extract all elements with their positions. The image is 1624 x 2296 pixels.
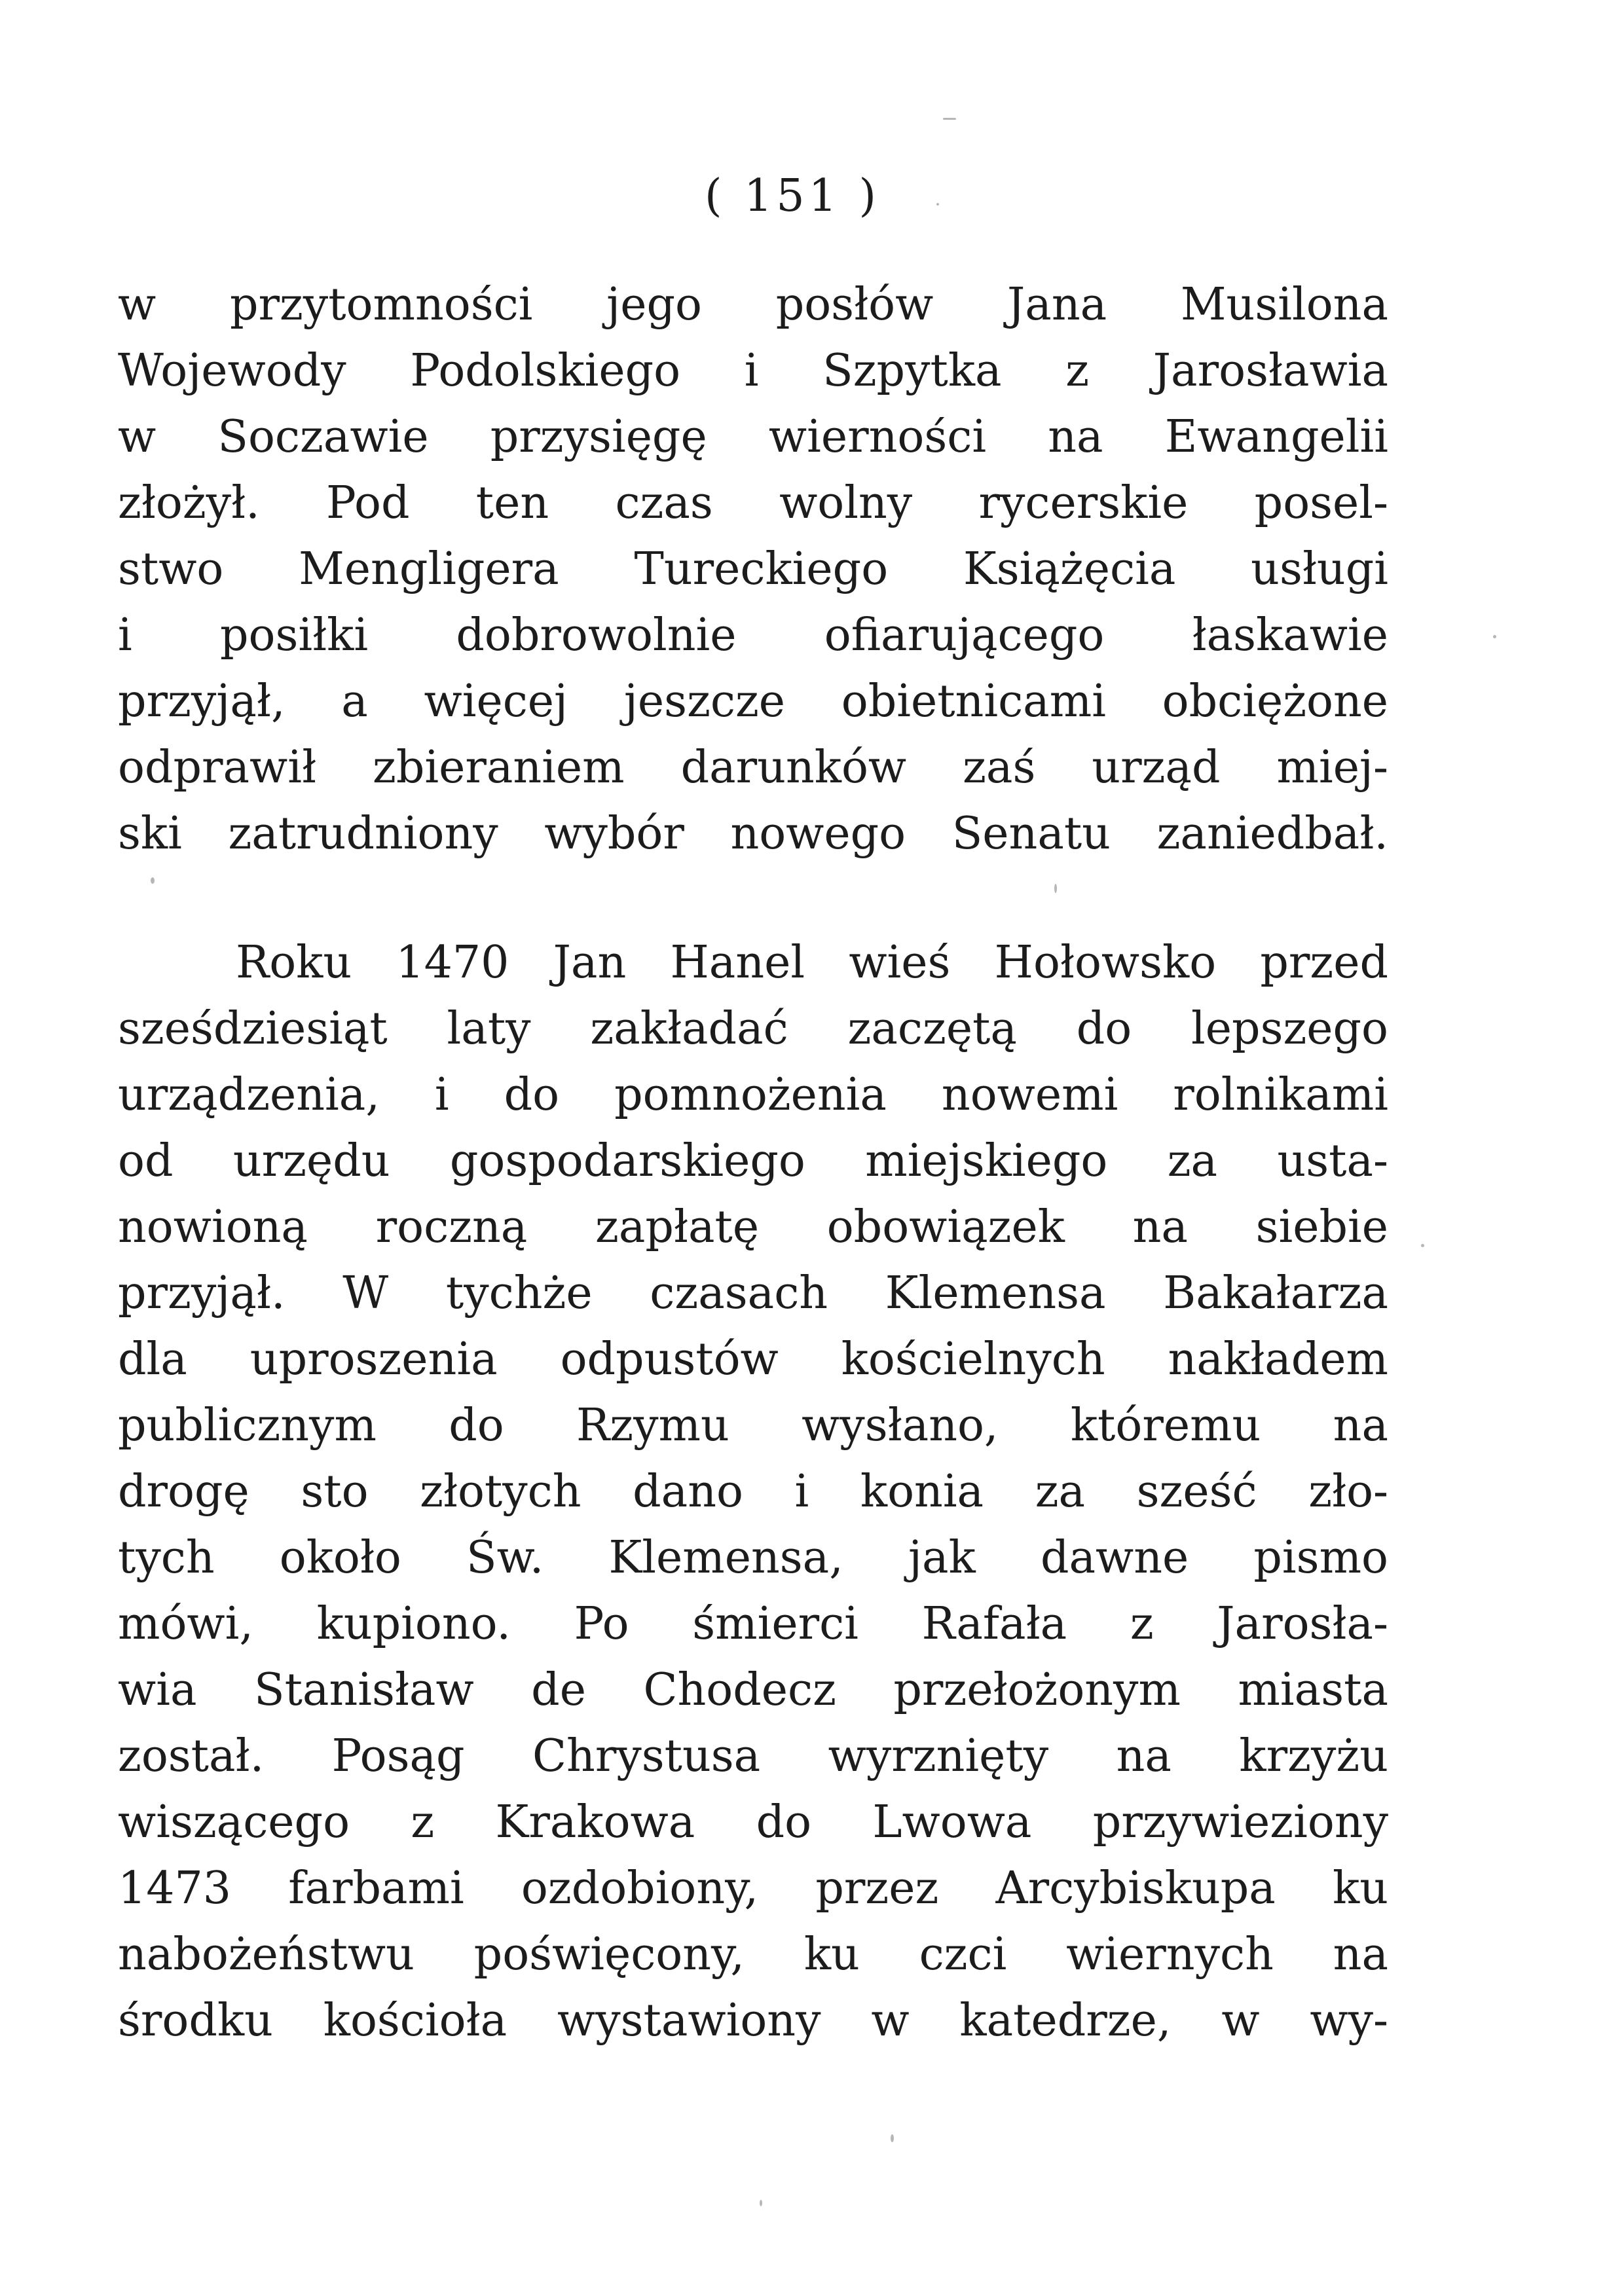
- text-line: wiszącego z Krakowa do Lwowa przywieziony: [118, 1796, 1388, 1848]
- paper-speck: [943, 118, 956, 120]
- text-line: Roku 1470 Jan Hanel wieś Hołowsko przed: [236, 937, 1388, 989]
- text-line: odprawił zbieraniem darunków zaś urząd miej-: [118, 742, 1388, 793]
- text-line: od urzędu gospodarskiego miejskiego za usta-: [118, 1135, 1388, 1187]
- paper-speck: [1421, 1244, 1424, 1247]
- text-line: publicznym do Rzymu wysłano, któremu na: [118, 1400, 1388, 1451]
- text-line: tych około Św. Klemensa, jak dawne pismo: [118, 1532, 1388, 1584]
- text-line: drogę sto złotych dano i konia za sześć zło-: [118, 1466, 1388, 1518]
- text-line: wia Stanisław de Chodecz przełożonym miasta: [118, 1664, 1388, 1716]
- text-line: mówi, kupiono. Po śmierci Rafała z Jarosła-: [118, 1598, 1388, 1650]
- text-line: przyjął. W tychże czasach Klemensa Bakałarza: [118, 1267, 1388, 1319]
- text-line: Wojewody Podolskiego i Szpytka z Jarosławia: [118, 345, 1388, 397]
- text-line: nowioną roczną zapłatę obowiązek na siebie: [118, 1201, 1388, 1253]
- text-line: nabożeństwu poświęcony, ku czci wiernych na: [118, 1929, 1388, 1980]
- text-line: sześdziesiąt laty zakładać zaczętą do lepszego: [118, 1003, 1388, 1055]
- paper-speck: [151, 877, 155, 884]
- text-line: dla uproszenia odpustów kościelnych nakładem: [118, 1334, 1388, 1385]
- paper-speck: [1054, 884, 1057, 893]
- paper-speck: [760, 2200, 762, 2206]
- text-line: 1473 farbami ozdobiony, przez Arcybiskupa ku: [118, 1863, 1388, 1914]
- paper-speck: [891, 2134, 894, 2142]
- text-line: środku kościoła wystawiony w katedrze, w wy-: [118, 1995, 1388, 2047]
- text-line: stwo Mengligera Tureckiego Książęcia usługi: [118, 543, 1388, 595]
- text-line: w przytomności jego posłów Jana Musilona: [118, 279, 1388, 331]
- paper-speck: [1493, 635, 1496, 638]
- text-line: ski zatrudniony wybór nowego Senatu zaniedbał.: [118, 808, 1388, 860]
- text-line: złożył. Pod ten czas wolny rycerskie posel-: [118, 477, 1388, 529]
- text-line: urządzenia, i do pomnożenia nowemi rolnikami: [118, 1069, 1388, 1121]
- text-line: i posiłki dobrowolnie ofiarującego łaskawie: [118, 610, 1388, 661]
- paragraph-1: [118, 272, 1388, 867]
- page-number: ( 151 ): [704, 170, 881, 222]
- text-line: w Soczawie przysięgę wierności na Ewangelii: [118, 411, 1388, 463]
- paragraph-2: [118, 930, 1388, 2054]
- text-line: przyjął, a więcej jeszcze obietnicami obciężone: [118, 676, 1388, 727]
- text-line: został. Posąg Chrystusa wyrznięty na krzyżu: [118, 1730, 1388, 1782]
